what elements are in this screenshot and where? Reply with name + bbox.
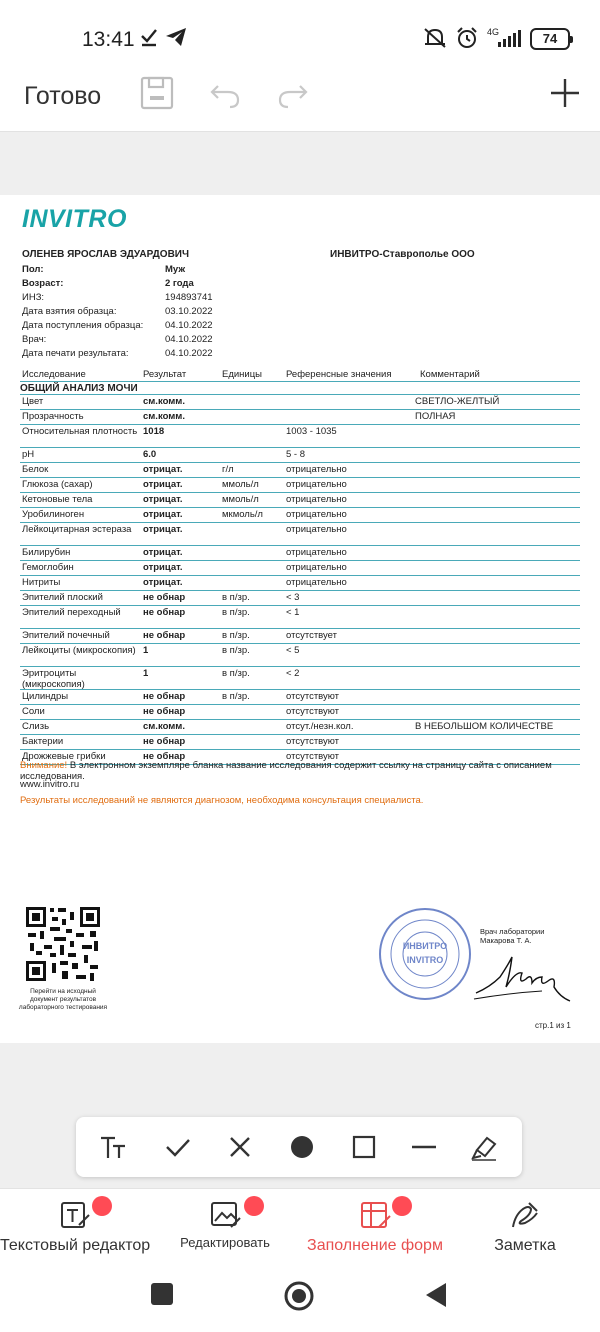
cell-result: отрицат. bbox=[143, 562, 183, 573]
dot-tool-button[interactable] bbox=[286, 1131, 318, 1163]
invitro-logo: INVITRO bbox=[22, 205, 127, 233]
system-nav-bar bbox=[0, 1262, 600, 1332]
pen-nib-icon bbox=[469, 1132, 499, 1162]
cell-units: мкмоль/л bbox=[222, 509, 263, 520]
field-label: Пол: bbox=[22, 264, 44, 275]
cell-reference: 5 - 8 bbox=[286, 449, 306, 460]
menu-edit[interactable] bbox=[150, 1189, 300, 1263]
cell-reference: < 2 bbox=[286, 668, 300, 679]
cell-reference: 1003 - 1035 bbox=[286, 426, 337, 437]
cell-test: Лейкоцитарная эстераза bbox=[22, 524, 132, 535]
cell-result: отрицат. bbox=[143, 547, 183, 558]
cell-test: Гемоглобин bbox=[22, 562, 74, 573]
menu-text-editor[interactable] bbox=[0, 1189, 150, 1263]
table-row bbox=[20, 448, 580, 463]
cell-units: в п/зр. bbox=[222, 691, 250, 702]
header-units: Единицы bbox=[222, 369, 263, 380]
menu-fill-forms-label: Заполнение форм bbox=[307, 1237, 443, 1254]
cell-units: ммоль/л bbox=[222, 494, 259, 505]
cell-units: в п/зр. bbox=[222, 645, 250, 656]
cell-test: Прозрачность bbox=[22, 411, 84, 422]
table-row bbox=[20, 667, 580, 690]
field-label: Дата печати результата: bbox=[22, 348, 129, 359]
cell-units: ммоль/л bbox=[222, 479, 259, 490]
bell-muted-icon bbox=[422, 26, 448, 50]
header-comment: Комментарий bbox=[420, 369, 480, 380]
cell-test: Относительная плотность bbox=[22, 426, 138, 437]
table-row bbox=[20, 463, 580, 478]
menu-text-editor-label: Текстовый редактор bbox=[0, 1237, 151, 1254]
cell-test: Эпителий плоский bbox=[22, 592, 103, 603]
text-editor-icon bbox=[59, 1199, 91, 1231]
add-button[interactable] bbox=[548, 76, 582, 113]
field-label: Дата взятия образца: bbox=[22, 306, 117, 317]
check-tool-button[interactable] bbox=[162, 1131, 194, 1163]
cell-result: отрицат. bbox=[143, 524, 183, 535]
premium-crown-icon bbox=[392, 1196, 412, 1216]
save-button[interactable] bbox=[140, 76, 174, 113]
cell-result: не обнар bbox=[143, 736, 186, 747]
results-table bbox=[20, 367, 580, 765]
stamp-text-bottom: INVITRO bbox=[406, 955, 444, 965]
cell-comment: В НЕБОЛЬШОМ КОЛИЧЕСТВЕ bbox=[415, 721, 554, 732]
cell-reference: < 1 bbox=[286, 607, 300, 618]
website-link[interactable]: www.invitro.ru bbox=[20, 779, 80, 790]
cell-result: см.комм. bbox=[143, 721, 185, 732]
cell-units: в п/зр. bbox=[222, 630, 250, 641]
table-row bbox=[20, 508, 580, 523]
top-toolbar bbox=[0, 60, 600, 132]
download-done-icon bbox=[140, 26, 158, 48]
table-row bbox=[20, 493, 580, 508]
done-button[interactable]: Готово bbox=[24, 82, 102, 110]
field-label: Возраст: bbox=[22, 278, 64, 289]
cell-result: не обнар bbox=[143, 630, 186, 641]
menu-edit-label: Редактировать bbox=[180, 1235, 270, 1250]
table-row bbox=[20, 591, 580, 606]
table-row bbox=[20, 644, 580, 667]
table-row bbox=[20, 561, 580, 576]
cell-reference: < 5 bbox=[286, 645, 300, 656]
cell-test: Глюкоза (сахар) bbox=[22, 479, 93, 490]
annotation-toolbar bbox=[76, 1117, 522, 1177]
premium-crown-icon bbox=[244, 1196, 264, 1216]
patient-name: ОЛЕНЕВ ЯРОСЛАВ ЭДУАРДОВИЧ bbox=[22, 249, 190, 260]
table-row bbox=[20, 546, 580, 561]
back-button[interactable] bbox=[424, 1282, 448, 1311]
lab-stamp bbox=[378, 907, 472, 1001]
table-row bbox=[20, 735, 580, 750]
field-label: Дата поступления образца: bbox=[22, 320, 144, 331]
cell-reference: отсутствуют bbox=[286, 736, 340, 747]
cell-test: Слизь bbox=[22, 721, 50, 732]
cell-test: Билирубин bbox=[22, 547, 71, 558]
table-row bbox=[20, 705, 580, 720]
header-test: Исследование bbox=[22, 369, 86, 380]
cell-reference: отсутствуют bbox=[286, 751, 340, 762]
header-reference: Референсные значения bbox=[286, 369, 392, 380]
field-value: 04.10.2022 bbox=[165, 334, 213, 345]
cell-result: см.комм. bbox=[143, 411, 185, 422]
table-row bbox=[20, 523, 580, 546]
telegram-icon bbox=[164, 26, 188, 48]
cell-units: г/л bbox=[222, 464, 234, 475]
cell-result: 1 bbox=[143, 668, 149, 679]
back-triangle-icon bbox=[424, 1282, 448, 1308]
table-row bbox=[20, 720, 580, 735]
cell-reference: отсут./незн.кол. bbox=[286, 721, 354, 732]
cell-result: не обнар bbox=[143, 751, 186, 762]
cell-result: отрицат. bbox=[143, 479, 183, 490]
doctor-title: Врач лаборатории bbox=[480, 927, 545, 936]
cell-reference: отсутствует bbox=[286, 630, 337, 641]
table-header bbox=[20, 367, 580, 382]
cell-comment: ПОЛНАЯ bbox=[415, 411, 456, 422]
cell-units: в п/зр. bbox=[222, 592, 250, 603]
field-value: 194893741 bbox=[165, 292, 213, 303]
field-value: 04.10.2022 bbox=[165, 320, 213, 331]
table-row bbox=[20, 395, 580, 410]
cell-test: Нитриты bbox=[22, 577, 61, 588]
cell-reference: отрицательно bbox=[286, 562, 347, 573]
edit-image-icon bbox=[209, 1199, 241, 1231]
field-value: Муж bbox=[165, 264, 186, 275]
page-number: стр.1 из 1 bbox=[535, 1021, 571, 1030]
alarm-icon bbox=[455, 26, 479, 50]
cell-reference: отрицательно bbox=[286, 464, 347, 475]
cell-test: Лейкоциты (микроскопия) bbox=[22, 645, 136, 656]
cell-test: Кетоновые тела bbox=[22, 494, 93, 505]
cell-test: Эритроциты (микроскопия) bbox=[22, 668, 85, 690]
line-icon bbox=[409, 1132, 439, 1162]
cell-result: отрицат. bbox=[143, 494, 183, 505]
table-row bbox=[20, 606, 580, 629]
save-icon bbox=[140, 76, 174, 110]
recents-button[interactable] bbox=[150, 1282, 174, 1309]
cell-units: в п/зр. bbox=[222, 607, 250, 618]
cell-test: Эпителий почечный bbox=[22, 630, 110, 641]
cell-result: 1 bbox=[143, 645, 149, 656]
doctor-signature bbox=[470, 947, 575, 1009]
field-label: Врач: bbox=[22, 334, 47, 345]
table-row bbox=[20, 425, 580, 448]
cell-result: 1018 bbox=[143, 426, 165, 437]
field-value: 2 года bbox=[165, 278, 194, 289]
cell-test: Цвет bbox=[22, 396, 44, 407]
qr-caption: Перейти на исходный документ результатов лабораторного тестирования bbox=[18, 988, 108, 1011]
menu-note[interactable] bbox=[450, 1189, 600, 1263]
table-row bbox=[20, 629, 580, 644]
status-time: 13:41 bbox=[82, 28, 135, 51]
cell-result: отрицат. bbox=[143, 577, 183, 588]
table-row bbox=[20, 690, 580, 705]
cell-reference: отрицательно bbox=[286, 547, 347, 558]
cell-reference: отрицательно bbox=[286, 577, 347, 588]
field-label: ИНЗ: bbox=[22, 292, 45, 303]
stamp-text-top: ИНВИТРО bbox=[402, 941, 448, 951]
cell-reference: отсутствуют bbox=[286, 691, 340, 702]
field-value: 03.10.2022 bbox=[165, 306, 213, 317]
bottom-menu bbox=[0, 1188, 600, 1262]
premium-crown-icon bbox=[92, 1196, 112, 1216]
doctor-name: Макарова Т. А. bbox=[480, 936, 532, 945]
attention-text: В электронном экземпляре бланка название исследования содержит ссылку на страницу сайта с описанием исследования. bbox=[20, 760, 552, 782]
cell-units: в п/зр. bbox=[222, 668, 250, 679]
cell-test: Соли bbox=[22, 706, 45, 717]
cell-reference: отрицательно bbox=[286, 479, 347, 490]
undo-button[interactable] bbox=[208, 76, 242, 113]
cell-test: Цилиндры bbox=[22, 691, 69, 702]
cell-reference: отрицательно bbox=[286, 494, 347, 505]
header-result: Результат bbox=[143, 369, 187, 380]
cell-result: не обнар bbox=[143, 592, 186, 603]
redo-button[interactable] bbox=[276, 76, 310, 113]
checkmark-icon bbox=[163, 1132, 193, 1162]
battery-indicator: 74 bbox=[530, 28, 570, 50]
section-title: ОБЩИЙ АНАЛИЗ МОЧИ bbox=[20, 382, 580, 395]
qr-code[interactable] bbox=[24, 905, 102, 983]
cell-test: Уробилиноген bbox=[22, 509, 85, 520]
dot-icon bbox=[287, 1132, 317, 1162]
cell-test: Эпителий переходный bbox=[22, 607, 121, 618]
cell-result: не обнар bbox=[143, 691, 186, 702]
table-row bbox=[20, 410, 580, 425]
home-button[interactable] bbox=[283, 1280, 315, 1315]
cross-tool-button[interactable] bbox=[224, 1131, 256, 1163]
attention-label: Внимание! bbox=[20, 760, 68, 771]
cell-test: Бактерии bbox=[22, 736, 64, 747]
text-size-icon bbox=[99, 1132, 129, 1162]
line-tool-button[interactable] bbox=[408, 1131, 440, 1163]
form-fill-icon bbox=[359, 1199, 391, 1231]
table-rows bbox=[20, 395, 580, 765]
square-icon bbox=[349, 1132, 379, 1162]
doctor-block bbox=[480, 927, 544, 945]
text-tool-button[interactable] bbox=[98, 1131, 130, 1163]
menu-note-label: Заметка bbox=[494, 1237, 556, 1254]
note-scribble-icon bbox=[509, 1199, 541, 1231]
cell-comment: СВЕТЛО-ЖЕЛТЫЙ bbox=[415, 396, 500, 407]
home-circle-icon bbox=[283, 1280, 315, 1312]
document-page bbox=[0, 195, 600, 1043]
menu-fill-forms[interactable] bbox=[300, 1189, 450, 1263]
cell-result: не обнар bbox=[143, 607, 186, 618]
cell-test: pH bbox=[22, 449, 35, 460]
cell-test: Дрожжевые грибки bbox=[22, 751, 106, 762]
cell-reference: < 3 bbox=[286, 592, 300, 603]
cell-result: 6.0 bbox=[143, 449, 157, 460]
table-row bbox=[20, 576, 580, 591]
table-row bbox=[20, 478, 580, 493]
cell-result: отрицат. bbox=[143, 509, 183, 520]
signal-icon bbox=[498, 30, 522, 48]
redo-icon bbox=[276, 76, 310, 110]
cell-reference: отсутствуют bbox=[286, 706, 340, 717]
square-icon bbox=[150, 1282, 174, 1306]
cell-test: Белок bbox=[22, 464, 49, 475]
network-type: 4G bbox=[487, 27, 500, 37]
cross-icon bbox=[225, 1132, 255, 1162]
lab-name: ИНВИТРО-Ставрополье ООО bbox=[330, 249, 475, 260]
cell-result: не обнар bbox=[143, 706, 186, 717]
cell-reference: отрицательно bbox=[286, 509, 347, 520]
cell-result: см.комм. bbox=[143, 396, 185, 407]
undo-icon bbox=[208, 76, 242, 110]
rectangle-tool-button[interactable] bbox=[348, 1131, 380, 1163]
cell-result: отрицат. bbox=[143, 464, 183, 475]
plus-icon bbox=[548, 76, 582, 110]
disclaimer: Результаты исследований не являются диагнозом, необходима консультация специалиста. bbox=[20, 795, 424, 806]
cell-reference: отрицательно bbox=[286, 524, 347, 535]
field-value: 04.10.2022 bbox=[165, 348, 213, 359]
signature-tool-button[interactable] bbox=[468, 1131, 500, 1163]
